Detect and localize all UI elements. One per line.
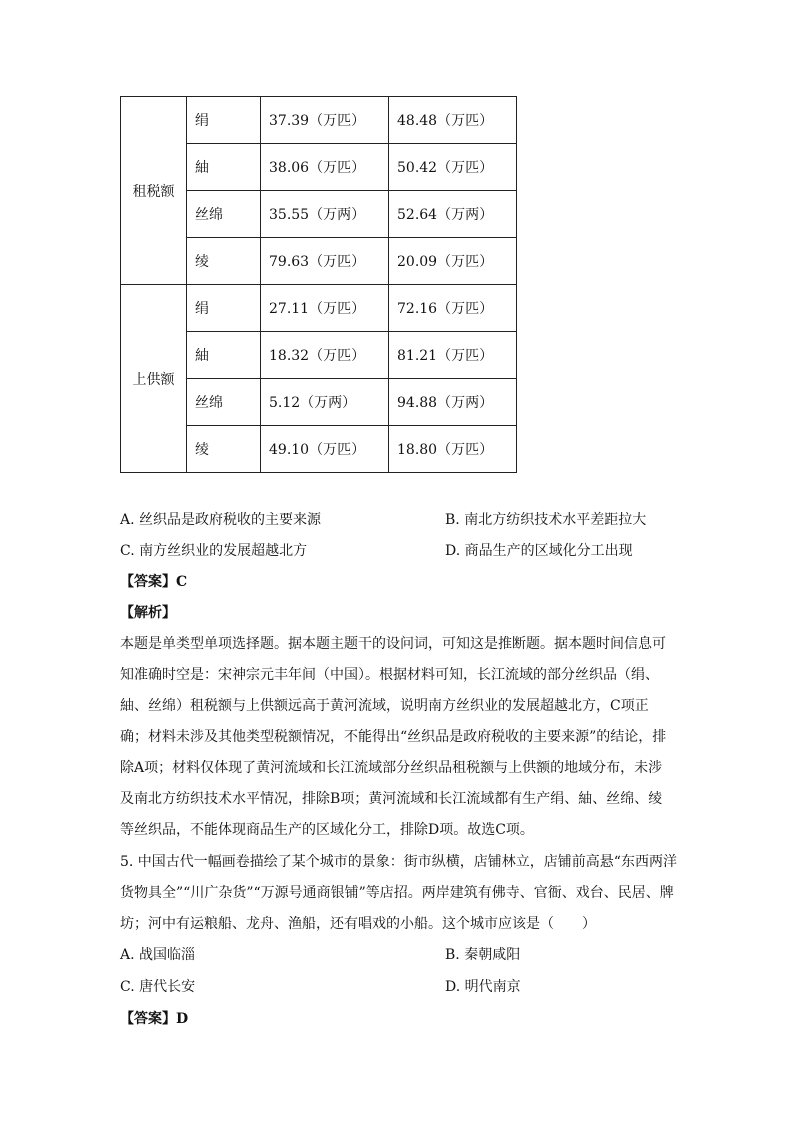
q5-stem-line: 5. 中国古代一幅画卷描绘了某个城市的景象：街市纵横，店铺林立，店铺前高悬“东西两洋 [120,854,677,870]
q4-analysis-line: 等丝织品，不能体现商品生产的区域化分工，排除D项。故选C项。 [120,822,534,838]
value-cell: 5.12（万两） [261,379,389,426]
q4-option-b: B. 南北方纺织技术水平差距拉大 [445,512,647,528]
q4-answer: 【答案】C [120,574,188,590]
value-cell: 18.32（万匹） [261,332,389,379]
value-cell: 94.88（万两） [389,379,517,426]
q5-answer: 【答案】D [120,1011,189,1027]
q4-option-d: D. 商品生产的区域化分工出现 [445,543,633,559]
q5-option-b: B. 秦朝咸阳 [445,947,521,963]
value-cell: 20.09（万匹） [389,238,517,285]
value-cell: 48.48（万匹） [389,97,517,144]
item-cell: 丝绵 [187,191,261,238]
q5-option-a: A. 战国临淄 [120,947,196,963]
item-cell: 绫 [187,426,261,473]
value-cell: 38.06（万匹） [261,144,389,191]
item-cell: 紬 [187,332,261,379]
item-cell: 绢 [187,285,261,332]
group-label-tax: 租税额 [121,97,187,285]
value-cell: 52.64（万两） [389,191,517,238]
q4-analysis-title: 【解析】 [120,605,176,621]
value-cell: 35.55（万两） [261,191,389,238]
value-cell: 72.16（万匹） [389,285,517,332]
table-row [121,285,517,332]
value-cell: 18.80（万匹） [389,426,517,473]
table-row [121,97,517,144]
q4-option-c: C. 南方丝织业的发展超越北方 [120,543,308,559]
q5-stem-line: 货物具全”“川广杂货”“万源号通商银铺”等店招。两岸建筑有佛寺、官衙、戏台、民居、牌 [120,885,674,901]
q4-analysis-line: 知准确时空是：宋神宗元丰年间（中国）。根据材料可知，长江流域的部分丝织品（绢、 [120,667,659,683]
q4-option-a: A. 丝织品是政府税收的主要来源 [120,512,322,528]
silk-tax-table [120,96,517,473]
item-cell: 丝绵 [187,379,261,426]
q5-option-c: C. 唐代长安 [120,979,196,995]
group-label-tribute: 上供额 [121,285,187,473]
value-cell: 79.63（万匹） [261,238,389,285]
q5-stem-line: 坊；河中有运粮船、龙舟、渔船，还有唱戏的小船。这个城市应该是（ ） [120,916,596,932]
value-cell: 81.21（万匹） [389,332,517,379]
item-cell: 绢 [187,97,261,144]
value-cell: 27.11（万匹） [261,285,389,332]
q4-analysis-line: 及南北方纺织技术水平情况，排除B项；黄河流域和长江流域都有生产绢、紬、丝绵、绫 [120,791,663,807]
q4-analysis-line: 本题是单类型单项选择题。据本题主题干的设问词，可知这是推断题。据本题时间信息可 [120,636,666,652]
q5-option-d: D. 明代南京 [445,979,521,995]
value-cell: 37.39（万匹） [261,97,389,144]
value-cell: 50.42（万匹） [389,144,517,191]
item-cell: 紬 [187,144,261,191]
q4-analysis-line: 紬、丝绵）租税额与上供额远高于黄河流域，说明南方丝织业的发展超越北方，C项正 [120,698,649,714]
value-cell: 49.10（万匹） [261,426,389,473]
q4-analysis-line: 确；材料未涉及其他类型税额情况，不能得出“丝织品是政府税收的主要来源”的结论，排 [120,729,667,745]
q4-analysis-line: 除A项；材料仅体现了黄河流域和长江流域部分丝织品租税额与上供额的地域分布，未涉 [120,760,663,776]
item-cell: 绫 [187,238,261,285]
